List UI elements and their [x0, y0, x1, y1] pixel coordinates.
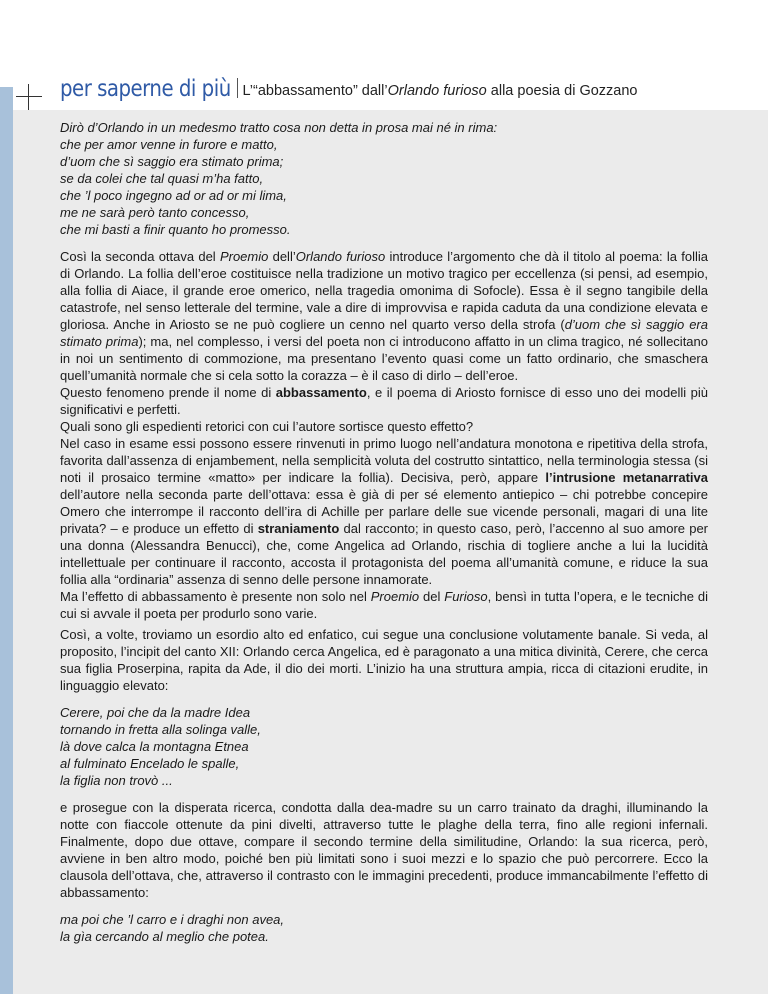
verse-line: che per amor venne in furore e matto, [60, 137, 278, 152]
verse-line: la figlia non trovò ... [60, 773, 173, 788]
verse-line: Cerere, poi che da la madre Idea [60, 705, 251, 720]
paragraph: Così la seconda ottava del Proemio dell’Orlando furioso introduce l’argomento che dà il titolo al poema: la follia di Orlando. La follia dell’eroe costituisce nella tradizione un motivo tragico per eccellenza (si pensi, ad esempio, alla follia di Aiace, il grande eroe omerico, nella tragedia omonima di Sofocle). Essa è il segno tangibile della catastrofe, nel senso letterale del termine, vale a dire di improvvisa e rapida caduta da una condizione elevata e gloriosa. Anche in Ariosto se ne può cogliere un cenno nel quarto verso della strofa (d’uom che sì saggio era stimato prima); ma, nel complesso, i versi del poeta non ci introducono affatto in un clima tragico, né sollecitano in noi un sentimento di commozione, ma presentano l’evento quasi come un fatto ordinario, che smaschera quell’umanità normale che si cela sotto la corazza – è il caso di dirlo – dell’eroe. [60, 249, 708, 383]
verse-quote-2 [60, 704, 708, 789]
paragraph: Quali sono gli espedienti retorici con cui l’autore sortisce questo effetto? [60, 419, 474, 434]
paragraph: Ma l’effetto di abbassamento è presente non solo nel Proemio del Furioso, bensì in tutta l’opera, e le tecniche di cui si avvale il poeta per produrlo sono varie. [60, 589, 708, 621]
verse-line: la gìa cercando al meglio che potea. [60, 929, 269, 944]
verse-line: che ’l poco ingegno ad or ad or mi lima, [60, 188, 287, 203]
box-content [60, 119, 708, 945]
paragraph: Nel caso in esame essi possono essere rinvenuti in primo luogo nell’andatura monotona e ripetitiva della strofa, favorita dall’assenza di enjambement, nella semplicità voluta del costrutto sintattico, nella terminologia stessa (si noti il prosaico termine «matto» per indicare la follia). Decisiva, però, appare l’intrusione metanarrativa dell’autore nella seconda parte dell’ottava: essa è già di per sé elemento antiepico – chi potrebbe concepire Omero che interrompe il racconto dell’ira di Achille per parlare delle sue vicende personali, magari di una lite privata? – e produce un effetto di straniamento dal racconto; in questo caso, però, l’accenno al suo amore per una donna (Alessandra Benucci), che, come Angelica ad Orlando, rischia di togliere anche a lui la lucidità intellettuale per continuare il racconto, accosta il protagonista del poema all’umanità comune, e riduce la sua follia alla “ordinaria” assenza di senno delle persone innamorate. [60, 436, 709, 587]
verse-quote-3 [60, 911, 708, 945]
verse-line: al fulminato Encelado le spalle, [60, 756, 240, 771]
verse-line: là dove calca la montagna Etnea [60, 739, 249, 754]
prose-block-3 [60, 799, 708, 901]
paragraph: Questo fenomeno prende il nome di abbassamento, e il poema di Ariosto fornisce di esso uno dei modelli più significativi e perfetti. [60, 385, 708, 417]
verse-quote-1 [60, 119, 708, 238]
verse-line: ma poi che ’l carro e i draghi non avea, [60, 912, 285, 927]
verse-line: se da colei che tal quasi m’ha fatto, [60, 171, 264, 186]
box-header [60, 76, 638, 102]
verse-line: me ne sarà però tanto concesso, [60, 205, 250, 220]
paragraph: Così, a volte, troviamo un esordio alto ed enfatico, cui segue una conclusione volutamente banale. Si veda, al proposito, l’incipit del canto XII: Orlando cerca Angelica, ed è paragonato a una mitica divinità, Cerere, che cerca sua figlia Proserpina, rapita da Ade, il dio dei morti. L’inizio ha una struttura ampia, ricca di citazioni erudite, in linguaggio elevato: [60, 627, 708, 693]
verse-line: d’uom che sì saggio era stimato prima; [60, 154, 284, 169]
crop-mark-icon [16, 84, 42, 110]
verse-line: tornando in fretta alla solinga valle, [60, 722, 261, 737]
side-color-stripe [0, 87, 13, 994]
header-divider [237, 78, 238, 98]
box-title: L’“abbassamento” dall’Orlando furioso alla poesia di Gozzano [242, 83, 638, 99]
prose-block-2 [60, 626, 708, 694]
prose-block-1 [60, 248, 708, 622]
verse-line: Dirò d’Orlando in un medesmo tratto cosa non detta in prosa mai né in rima: [60, 120, 498, 135]
verse-line: che mi basti a finir quanto ho promesso. [60, 222, 291, 237]
section-kicker: per saperne di più [60, 76, 231, 102]
paragraph: e prosegue con la disperata ricerca, condotta dalla dea-madre su un carro trainato da draghi, illuminando la notte con fiaccole ottenute da pini divelti, attraverso tutte le plaghe della terra, fino alle regioni infernali. Finalmente, dopo due ottave, compare il secondo termine della similitudine, Orlando: la sua ricerca, però, avviene in ben altro modo, poiché ben più limitati sono i suoi mezzi e lo spazio che può percorrere. Ecco la clausola dell’ottava, che, attraverso il contrasto con le immagini precedenti, produce immancabilmente l’effetto di abbassamento: [60, 800, 708, 900]
